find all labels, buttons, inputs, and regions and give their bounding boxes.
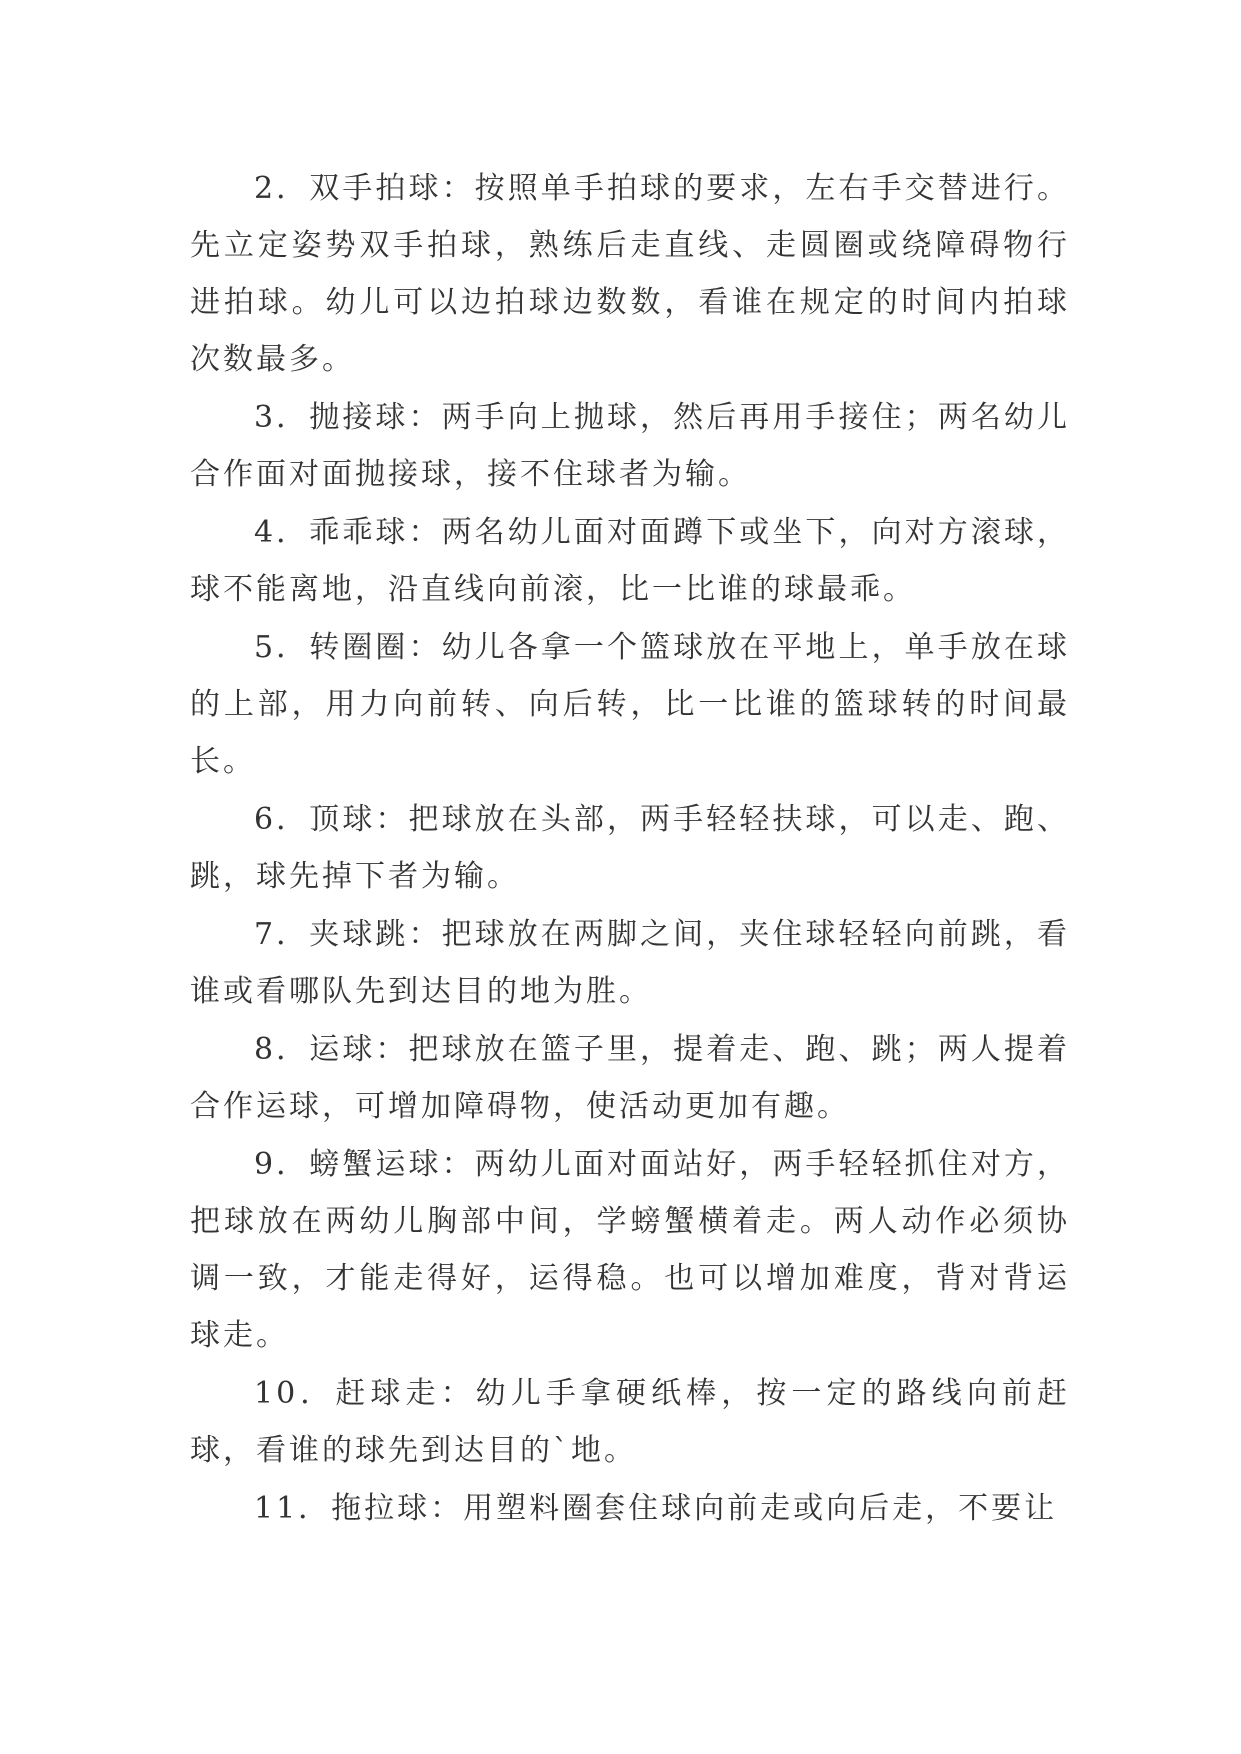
paragraph-drag-ball: 11．拖拉球：用塑料圈套住球向前走或向后走，不要让: [254, 1491, 1058, 1526]
paragraph-toss-catch: 3．抛接球：两手向上抛球，然后再用手接住；两名幼儿合作面对面抛接球，接不住球者为输。: [190, 400, 1070, 492]
paragraph-carry-ball: 8．运球：把球放在篮子里，提着走、跑、跳；两人提着合作运球，可增加障碍物，使活动更加有趣。: [190, 1032, 1070, 1124]
paragraph-crab-ball: 9．螃蟹运球：两幼儿面对面站好，两手轻轻抓住对方，把球放在两幼儿胸部中间，学螃蟹横着走。两人动作必须协调一致，才能走得好，运得稳。也可以增加难度，背对背运球走。: [190, 1147, 1070, 1353]
paragraph-drive-ball: 10．赶球走：幼儿手拿硬纸棒，按一定的路线向前赶球，看谁的球先到达目的`地。: [190, 1376, 1070, 1468]
paragraph-ball-jump: 7．夹球跳：把球放在两脚之间，夹住球轻轻向前跳，看谁或看哪队先到达目的地为胜。: [190, 917, 1070, 1009]
paragraph-two-hand-dribble: 2．双手拍球：按照单手拍球的要求，左右手交替进行。先立定姿势双手拍球，熟练后走直线、走圆圈或绕障碍物行进拍球。幼儿可以边拍球边数数，看谁在规定的时间内拍球次数最多。: [190, 171, 1070, 377]
document-body: [190, 160, 1070, 1538]
paragraph-good-ball: 4．乖乖球：两名幼儿面对面蹲下或坐下，向对方滚球，球不能离地，沿直线向前滚，比一比谁的球最乖。: [190, 515, 1070, 607]
paragraph-head-ball: 6．顶球：把球放在头部，两手轻轻扶球，可以走、跑、跳，球先掉下者为输。: [190, 802, 1070, 894]
paragraph-spin-ball: 5．转圈圈：幼儿各拿一个篮球放在平地上，单手放在球的上部，用力向前转、向后转，比一比谁的篮球转的时间最长。: [190, 630, 1070, 779]
